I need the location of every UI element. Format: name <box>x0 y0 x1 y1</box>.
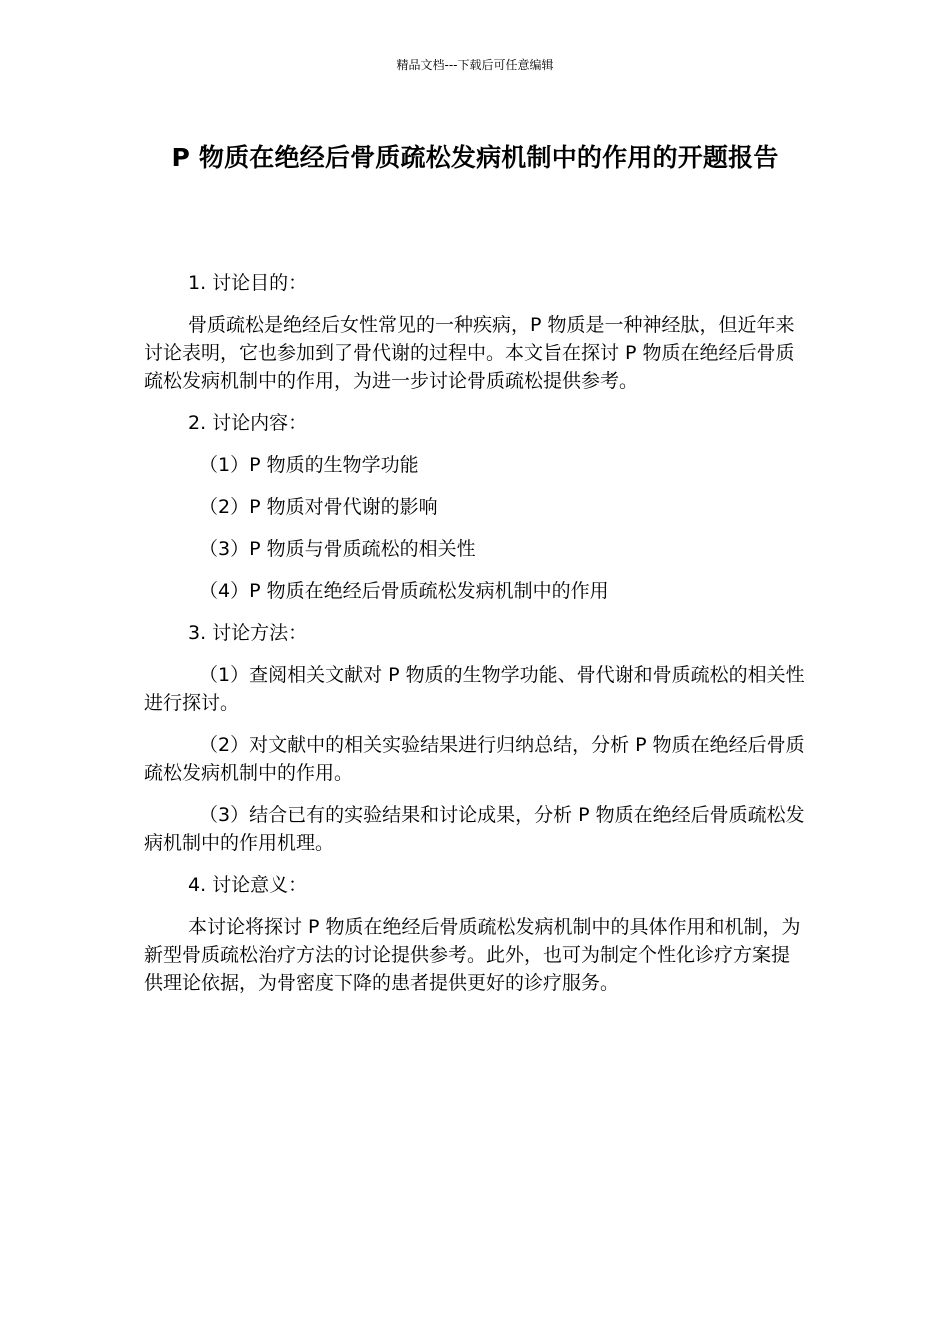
section-1-paragraph: 骨质疏松是绝经后女性常见的一种疾病，P 物质是一种神经肽，但近年来讨论表明，它也参加到了骨代谢的过程中。本文旨在探讨 P 物质在绝经后骨质疏松发病机制中的作用，为进一步讨论骨质疏松提供参考。 <box>144 314 795 392</box>
section-3-item: （1）查阅相关文献对 P 物质的生物学功能、骨代谢和骨质疏松的相关性进行探讨。 <box>144 664 805 714</box>
section-2-item: （4）P 物质在绝经后骨质疏松发病机制中的作用 <box>199 580 609 602</box>
section-2-heading: 2. 讨论内容： <box>188 412 308 434</box>
section-4-heading: 4. 讨论意义： <box>188 874 308 896</box>
page-header: 精品文档---下载后可任意编辑 <box>396 58 554 72</box>
section-2-item: （3）P 物质与骨质疏松的相关性 <box>199 538 476 560</box>
section-3-item: （3）结合已有的实验结果和讨论成果，分析 P 物质在绝经后骨质疏松发病机制中的作用机理。 <box>144 804 805 854</box>
section-1-heading: 1. 讨论目的： <box>188 272 308 294</box>
document-title: P 物质在绝经后骨质疏松发病机制中的作用的开题报告 <box>171 143 779 172</box>
section-3-item: （2）对文献中的相关实验结果进行归纳总结，分析 P 物质在绝经后骨质疏松发病机制中的作用。 <box>144 734 805 784</box>
section-3-heading: 3. 讨论方法： <box>188 622 308 644</box>
section-2-item: （2）P 物质对骨代谢的影响 <box>199 496 438 518</box>
section-4-paragraph: 本讨论将探讨 P 物质在绝经后骨质疏松发病机制中的具体作用和机制，为新型骨质疏松治疗方法的讨论提供参考。此外，也可为制定个性化诊疗方案提供理论依据，为骨密度下降的患者提供更好的诊疗服务。 <box>144 916 801 994</box>
section-2-item: （1）P 物质的生物学功能 <box>199 454 419 476</box>
document-body <box>144 269 806 1011</box>
